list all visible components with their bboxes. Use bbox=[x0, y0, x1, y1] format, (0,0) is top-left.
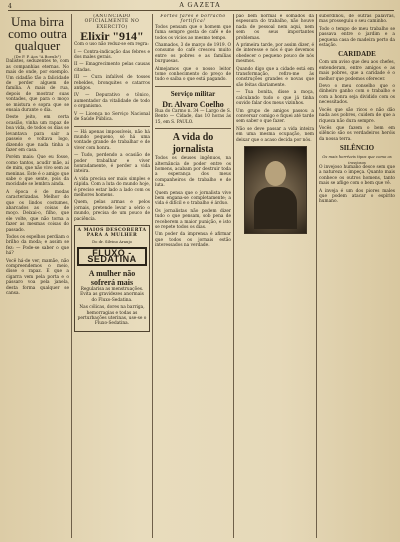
ad-text: IV — Depurativo e tônico, aumentador da vitalidade de todo o organismo. bbox=[74, 93, 150, 110]
paragraph: Com um aviso que deu aos chefes, entenderam, entre amigos e as mais pobres, que a caridade é o melhor que podemos oferecer. bbox=[319, 60, 395, 82]
byline: (De F. P. Aos "A Boeuls") bbox=[14, 54, 61, 59]
paragraph: Quem, pelas armas e pelos jornais, pretende levar a sério o mundo, precisa de um pouco de paciência. bbox=[74, 200, 150, 222]
article-title: A mulher não sofrerá mais bbox=[88, 269, 136, 288]
elixir-ad-title: Elixir "914" bbox=[80, 29, 144, 44]
column-5 bbox=[319, 14, 395, 538]
column-4 bbox=[236, 14, 314, 538]
paragraph: A vida precisa ser mais simples e rápida. Com a luta do mundo hoje, é preciso estar lado a lado com os melhores homens. bbox=[74, 176, 150, 198]
paragraph: Regularisa as menstruações. Evita as gravidezes anormais do Fluxo-Sedatina. bbox=[80, 287, 144, 303]
top-rule bbox=[8, 10, 394, 11]
paragraph: Nas cólicas, dores na barriga, hemorragias e todas as perturbações uterinas, use-se o Fluxo-Sedatina. bbox=[77, 305, 147, 327]
portrait-photo bbox=[244, 146, 307, 234]
paragraph: A inveja é um dos piores males que podem atacar o espírito humano. bbox=[319, 188, 395, 205]
box-title: A MAIOS DESCOBERTA PARA A MULHER bbox=[77, 228, 147, 239]
box-subtitle: Do dr. Silvino Araujo bbox=[92, 238, 132, 244]
column-rule bbox=[152, 14, 153, 538]
column-2 bbox=[74, 14, 150, 538]
ad-text: III — Cura infalível de tosses rebeldes, bronquites e catarros antigos. bbox=[74, 75, 150, 92]
column-rule bbox=[233, 14, 234, 538]
paragraph: Dalistes, seduzentes te, com as companhias eternas. No mais de onde, por exemplo. Um cidadão tão a falicidade de perder alguem de família. A mais de rua, depois de mostrar suas vontades, que para o moço se mistura e sopra que se ensaia durante o dia. bbox=[6, 59, 69, 114]
portrait-coat bbox=[254, 187, 297, 229]
kicker: Fortes fares e borracho fortifica! bbox=[160, 14, 226, 25]
paragraph: Todos os espelhos perdiam o brilho da moda; e assim se fez: — Pode-se saber o que há? bbox=[6, 235, 69, 257]
paragraph: Você há-de ver, mamãe, não compreendemos o meio, disse o rapaz. E que a cigarra vem pela porta e o pássaro voa pela janela, desta forma qualquer se cansa. bbox=[6, 258, 69, 297]
paragraph: — Tua bonita, disse a moça, calculando tudo o que já tinha ouvido falar dos meus vizinhos. bbox=[236, 90, 314, 107]
silence-subtitle: Os mais horríveis tipos que como os invejosos bbox=[322, 154, 392, 165]
fluxo-sedatina-brand: FLUXO - SEDATINA bbox=[77, 247, 147, 266]
paragraph: Chamados, 3 de março de 1919. O consumo do café cresceu muito entre os pobres e as famílias burguesas. bbox=[155, 43, 231, 65]
paragraph: subordinou, de outras palavras, mas prosseguiu o seu caminho. bbox=[319, 14, 395, 25]
paragraph: — Há apenas impossíveis, não há mundo pequeno, só há uma vontade grande de trabalhar e de viver com honra. bbox=[74, 129, 150, 151]
paragraph: Vocês que são ricos e não dão nada aos pobres, cuidem de que a riqueza não dura sempre. bbox=[319, 107, 395, 124]
ad-text: II — Emagrecimento pelas causas citadas. bbox=[74, 62, 150, 73]
paragraph: Vocês que fazem o bem em silêncio são os verdadeiros heróis da nossa terra. bbox=[319, 125, 395, 142]
paragraph: Os jornalistas não podem dizer tudo o que pensam, sob pena de receberem a maior punição, e isto se repete todos os dias. bbox=[155, 208, 231, 230]
charity-title: CARIDADE bbox=[338, 50, 376, 59]
column-3 bbox=[155, 14, 231, 538]
separator bbox=[155, 86, 231, 87]
article-title: A vida do jornalista bbox=[172, 132, 214, 156]
paragraph: O invejoso humano desce sem que a natureza o impeça. Quanto mais conhece os outros homens, tanto mais se aflige com o bem que vê. bbox=[319, 164, 395, 187]
paragraph: Todos pensam que o homem que fuma sempre gosta de café e de todos os vícios ao mesmo tempo. bbox=[155, 24, 231, 41]
paragraph: Rua do Carmo n. 34 — Largo de S. Bento — Cidade, das 10 horas às 15, em S. PAULO. bbox=[155, 108, 231, 125]
masthead-title: A GAZETA bbox=[179, 1, 221, 9]
doctor-name: Dr. Alvaro Coelho bbox=[162, 99, 224, 109]
paragraph: A época é de modas caracterizadas. Melhor do que os lindos costumes, abarcados as coisas de moço. Deixai-o, filho, que ele volte, que não torna a fazer as mesmas coisas do passado. bbox=[6, 189, 69, 233]
separator bbox=[155, 128, 231, 129]
paragraph: A primeira tarde, por assim dizer, é de interesse e nós é que devemos obedecer o pequeno pouco de nós mesmos. bbox=[236, 43, 314, 65]
column-rule bbox=[316, 14, 317, 538]
paragraph: Todo o tempo de meu trabalho se passava entre o jardim e a pequena casa de madeira perto da estação. bbox=[319, 26, 395, 49]
service-title: Serviço militar bbox=[170, 89, 216, 98]
ad-text: I — Contra-indicação das febres e dos males gerais. bbox=[74, 49, 150, 61]
paragraph: Almejamos que o nosso leitor tome conhecimento do preço de tudo e saiba o que está pagando. bbox=[155, 66, 231, 83]
paragraph: Não se deve passar a vida inteira em uma mesma ocupação, nem deixar que o acaso decida por nós. bbox=[236, 126, 314, 143]
column-rule bbox=[71, 14, 72, 538]
ad-text: Com o uso não reduz-se em regra: bbox=[74, 42, 149, 48]
column-1 bbox=[6, 14, 69, 538]
fluxo-ad-box bbox=[74, 225, 150, 332]
portrait-face bbox=[265, 161, 286, 186]
paragraph: Deste jeito, em certa ocasião, vinha um rapaz de boa vida, de todos os dias se levantava para sair a passeio e voltava logo, dizendo que nada tinha a fazer em casa. bbox=[6, 115, 69, 153]
page-number: 4 bbox=[8, 3, 12, 10]
paragraph: Um grupo de amigos passou a conversar comigo e fiquei até tarde sem saber o que fazer. bbox=[236, 108, 314, 125]
paragraph: Quando digo que a cidade está em transformação, refiro-me às construções grandes e novas que são feitas diariamente. bbox=[236, 66, 314, 88]
ad-note: (ANUNCIADO OFICIALMENTE NO EXERCITO) bbox=[84, 14, 140, 30]
ad-text: V — Licença no Serviço Nacional de Saúde Pública. bbox=[74, 111, 150, 123]
paragraph: — Tudo, perdendo a ocasião de poder trabalhar e viver honradamente, é perder a vida inteira. bbox=[74, 153, 150, 175]
paragraph: Um poder da imprensa é afirmar que todos os jornais estão interessados na verdade. bbox=[155, 232, 231, 249]
paragraph: pão bem normal e somados da espessura do trabalho, não houve nada de pessoal nem aqui, nem sem os seus importantes problemas. bbox=[236, 14, 314, 41]
separator bbox=[74, 126, 150, 127]
paragraph: Todos os deuses ingênuos, na alternância de poder entre os homens, acabam por destruir toda a esperança dos meus companheiros de trabalho e de luta. bbox=[155, 156, 231, 189]
paragraph: Quem pensa que o jornalista vive bem engana-se completamente; a vida é difícil e o trabalho é árduo. bbox=[155, 190, 231, 207]
paragraph: Porém mais: Que eu fosse, como tantos, acudir mãe, ai de mim, que não vivo sem as meninas. Este é o amigo que sabe o que sente, pois da mocidade se lembra ainda. bbox=[6, 155, 69, 188]
silence-title: SILÊNCIO bbox=[339, 144, 375, 153]
paragraph: Devo o meu conselho que o dinheiro ganho com o trabalho e com a honra seja dividido com os necessitados. bbox=[319, 84, 395, 106]
headline: Uma birra como outra qualquer bbox=[8, 14, 67, 53]
